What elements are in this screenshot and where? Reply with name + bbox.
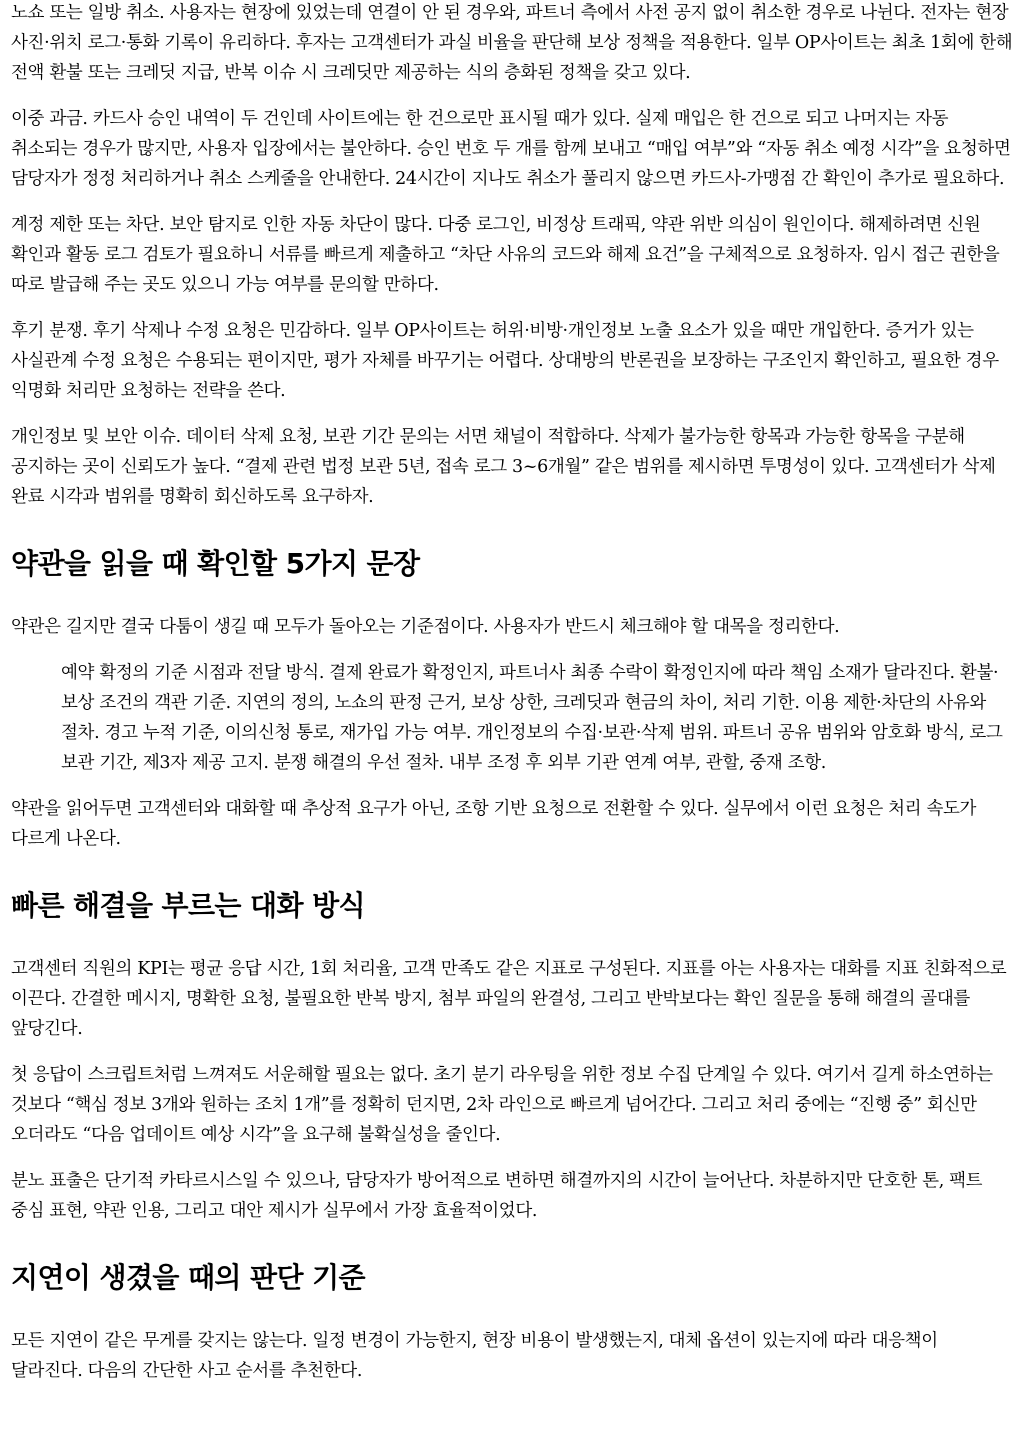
terms-blockquote [11, 658, 1014, 778]
paragraph-anger: 분노 표출은 단기적 카타르시스일 수 있으나, 담당자가 방어적으로 변하면 해결까지의 시간이 늘어난다. 차분하지만 단호한 톤, 팩트 중심 표현, 약관 인용, 그리고 대안 제시가 실무에서 가장 효율적이었다. [11, 1171, 983, 1221]
paragraph-delay: 모든 지연이 같은 무게를 갖지는 않는다. 일정 변경이 가능한지, 현장 비용이 발생했는지, 대체 옵션이 있는지에 따라 대응책이 달라진다. 다음의 간단한 사고 순서를 추천한다. [11, 1331, 938, 1381]
paragraph-terms-outro: 약관을 읽어두면 고객센터와 대화할 때 추상적 요구가 아닌, 조항 기반 요청으로 전환할 수 있다. 실무에서 이런 요청은 처리 속도가 다르게 나온다. [11, 799, 977, 849]
paragraph-terms-intro: 약관은 길지만 결국 다툼이 생길 때 모두가 돌아오는 기준점이다. 사용자가 반드시 체크해야 할 대목을 정리한다. [11, 617, 840, 637]
paragraph-no-show: 노쇼 또는 일방 취소. 사용자는 현장에 있었는데 연결이 안 된 경우와, 파트너 측에서 사전 공지 없이 취소한 경우로 나뉜다. 전자는 현장 사진·위치 로그·통화 기록이 유리하다. 후자는 고객센터가 과실 비율을 판단해 보상 정책을 적용한다. 일부 OP사이트는 최초 1회에 한해 전액 환불 또는 크레딧 지급, 반복 이슈 시 크레딧만 제공하는 식의 층화된 정책을 갖고 있다. [11, 3, 1013, 83]
paragraph-review-dispute: 후기 분쟁. 후기 삭제나 수정 요청은 민감하다. 일부 OP사이트는 허위·비방·개인정보 노출 요소가 있을 때만 개입한다. 증거가 있는 사실관계 수정 요청은 수용되는 편이지만, 평가 자체를 바꾸기는 어렵다. 상대방의 반론권을 보장하는 구조인지 확인하고, 필요한 경우 익명화 처리만 요청하는 전략을 쓴다. [11, 321, 999, 401]
paragraph-privacy: 개인정보 및 보안 이슈. 데이터 삭제 요청, 보관 기간 문의는 서면 채널이 적합하다. 삭제가 불가능한 항목과 가능한 항목을 구분해 공지하는 곳이 신뢰도가 높다. “결제 관련 법정 보관 5년, 접속 로그 3~6개월” 같은 범위를 제시하면 투명성이 있다. 고객센터가 삭제 완료 시각과 범위를 명확히 회신하도록 요구하자. [11, 427, 996, 507]
heading-conversation: 빠른 해결을 부르는 대화 방식 [11, 889, 365, 922]
paragraph-account-block: 계정 제한 또는 차단. 보안 탐지로 인한 자동 차단이 많다. 다중 로그인, 비정상 트래픽, 약관 위반 의심이 원인이다. 해제하려면 신원 확인과 활동 로그 검토가 필요하니 서류를 빠르게 제출하고 “차단 사유의 코드와 해제 요건”을 구체적으로 요청하자. 임시 접근 권한을 따로 발급해 주는 곳도 있으니 가능 여부를 문의할 만하다. [11, 215, 1000, 295]
paragraph-first-response: 첫 응답이 스크립트처럼 느껴져도 서운해할 필요는 없다. 초기 분기 라우팅을 위한 정보 수집 단계일 수 있다. 여기서 길게 하소연하는 것보다 “핵심 정보 3개와 원하는 조치 1개”를 정확히 던지면, 2차 라인으로 빠르게 넘어간다. 그리고 처리 중에는 “진행 중” 회신만 오더라도 “다음 업데이트 예상 시각”을 요구해 불확실성을 줄인다. [11, 1065, 993, 1145]
paragraph-kpi: 고객센터 직원의 KPI는 평균 응답 시간, 1회 처리율, 고객 만족도 같은 지표로 구성된다. 지표를 아는 사용자는 대화를 지표 친화적으로 이끈다. 간결한 메시지, 명확한 요청, 불필요한 반복 방지, 첨부 파일의 완결성, 그리고 반박보다는 확인 질문을 통해 해결의 골대를 앞당긴다. [11, 959, 1007, 1039]
paragraph-double-charge: 이중 과금. 카드사 승인 내역이 두 건인데 사이트에는 한 건으로만 표시될 때가 있다. 실제 매입은 한 건으로 되고 나머지는 자동 취소되는 경우가 많지만, 사용자 입장에서는 불안하다. 승인 번호 두 개를 함께 보내고 “매입 여부”와 “자동 취소 예정 시각”을 요청하면 담당자가 정정 처리하거나 취소 스케줄을 안내한다. 24시간이 지나도 취소가 풀리지 않으면 카드사-가맹점 간 확인이 추가로 필요하다. [11, 109, 1011, 189]
blockquote-text: 예약 확정의 기준 시점과 전달 방식. 결제 완료가 확정인지, 파트너사 최종 수락이 확정인지에 따라 책임 소재가 달라진다. 환불·보상 조건의 객관 기준. 지연의 정의, 노쇼의 판정 근거, 보상 상한, 크레딧과 현금의 차이, 처리 기한. 이용 제한·차단의 사유와 절차. 경고 누적 기준, 이의신청 통로, 재가입 가능 여부. 개인정보의 수집·보관·삭제 범위. 파트너 공유 범위와 암호화 방식, 로그 보관 기간, 제3자 제공 고지. 분쟁 해결의 우선 절차. 내부 조정 후 외부 기관 연계 여부, 관할, 중재 조항. [61, 663, 1003, 773]
heading-terms-check: 약관을 읽을 때 확인할 5가지 문장 [11, 547, 420, 580]
heading-delay-criteria: 지연이 생겼을 때의 판단 기준 [11, 1261, 365, 1294]
